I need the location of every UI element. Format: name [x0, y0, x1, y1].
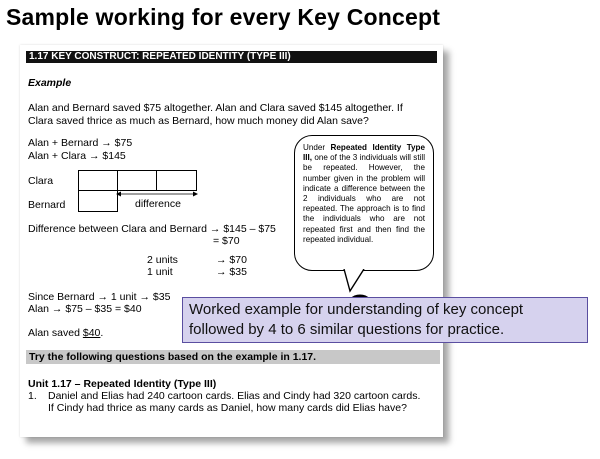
question-1-number: 1. — [28, 390, 37, 402]
explanation-bubble — [294, 135, 434, 271]
model-bar-clara-unit-1 — [78, 170, 118, 191]
one-unit-value: → $35 — [216, 266, 247, 278]
two-units-label: 2 units — [147, 254, 178, 266]
bubble-text-pre: Under — [303, 143, 331, 152]
since-bernard-line: Since Bernard → 1 unit → $35 — [28, 291, 171, 303]
model-label-bernard: Bernard — [28, 199, 66, 211]
practice-instruction-bar: Try the following questions based on the example in 1.17. — [26, 350, 440, 364]
answer-prefix: Alan saved — [28, 327, 83, 339]
unit-title: Unit 1.17 – Repeated Identity (Type III) — [28, 378, 217, 390]
answer-value: $40 — [82, 327, 101, 339]
model-label-difference: difference — [135, 198, 181, 210]
question-1-line-2: If Cindy had thrice as many cards as Daniel, how many cards did Elias have? — [48, 402, 407, 414]
one-unit-label: 1 unit — [147, 266, 173, 278]
problem-text-line-2: Clara saved thrice as much as Bernard, how much money did Alan save? — [28, 115, 369, 127]
problem-text-line-1: Alan and Bernard saved $75 altogether. Alan and Clara saved $145 altogether. If — [28, 102, 403, 114]
bubble-text-bold: Repeated Identity Type III, — [303, 143, 425, 163]
model-label-clara: Clara — [28, 175, 54, 187]
bubble-text-post: one of the 3 individuals will still be repeated. However, the number given in the problem will indicate a difference between the 2 individuals who are not repeated. The approach is to find the individuals who are not repeated first and then find the repeated individual. — [303, 153, 425, 244]
document-page — [20, 45, 443, 437]
two-units-value: → $70 — [216, 254, 247, 266]
example-label: Example — [28, 77, 72, 89]
caption-box: Worked example for understanding of key concept followed by 4 to 6 similar questions for practice. — [182, 297, 588, 343]
difference-result: = $70 — [213, 235, 240, 247]
difference-line: Difference between Clara and Bernard → $145 – $75 — [28, 223, 276, 235]
question-1-line-1: Daniel and Elias had 240 cartoon cards. Elias and Cindy had 320 cartoon cards. — [48, 390, 421, 402]
section-header: 1.17 KEY CONSTRUCT: REPEATED IDENTITY (TYPE III) — [26, 51, 437, 63]
model-bar-bernard-unit — [78, 190, 118, 212]
equation-alan-bernard: Alan + Bernard → $75 — [28, 137, 133, 149]
model-bar-clara-unit-2 — [117, 170, 157, 191]
model-bar-clara-unit-3 — [156, 170, 197, 191]
equation-alan-clara: Alan + Clara → $145 — [28, 150, 126, 162]
answer-line — [28, 327, 103, 339]
slide-title: Sample working for every Key Concept — [6, 4, 441, 30]
alan-calculation-line: Alan → $75 – $35 = $40 — [28, 303, 142, 315]
answer-suffix: . — [100, 327, 104, 339]
